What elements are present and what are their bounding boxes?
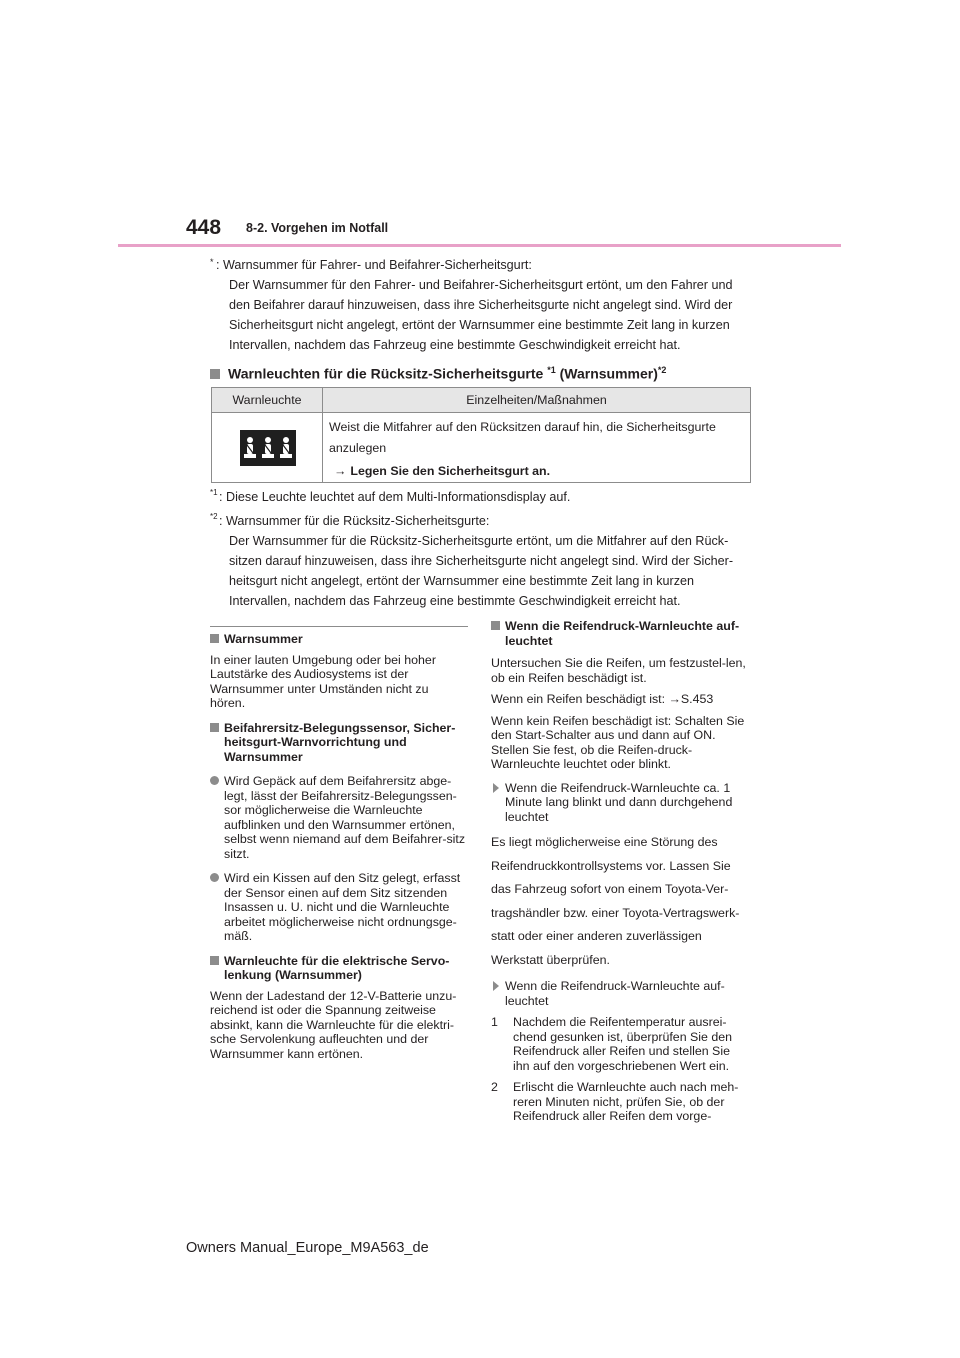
- heading-power-steering: Warnleuchte für die elektrische Servo-lenkung (Warnsummer): [210, 954, 466, 983]
- warning-light-table: [211, 387, 751, 483]
- table-row: [212, 413, 751, 483]
- bullet-item: Wird Gepäck auf dem Beifahrersitz abge-legt, lässt der Beifahrersitz-Belegungssen-sor möglicherweise die Warnleuchte aufblinken und den Warnsummer ertönen, selbst wenn niemand auf dem Beifahrer-sitz sitzt.: [210, 774, 466, 861]
- footnote-line: : Diese Leuchte leuchtet auf dem Multi-Informationsdisplay auf.: [219, 490, 571, 504]
- column-divider: [210, 626, 468, 627]
- step-number: 2: [491, 1080, 498, 1094]
- heading-square-icon: [210, 369, 220, 379]
- footnote-line: Intervallen, nachdem das Fahrzeug eine bestimmte Geschwindigkeit erreicht hat.: [229, 338, 681, 352]
- right-column: [491, 619, 749, 1131]
- icon-cell: [212, 413, 323, 483]
- paragraph-line: tragshändler bzw. einer Toyota-Vertragswerk-: [491, 905, 740, 920]
- page-number: 448: [186, 216, 222, 239]
- section-title: 8-2. Vorgehen im Notfall: [246, 221, 389, 235]
- square-icon: [210, 634, 219, 643]
- left-column: [210, 632, 466, 1067]
- footnote-line: Der Warnsummer für den Fahrer- und Beifahrer-Sicherheitsgurt ertönt, um den Fahrer und: [229, 278, 733, 292]
- rear-seatbelt-heading: Warnleuchten für die Rücksitz-Sicherheitsgurte $^{*1}$ (Warnsummer)$^{*2}$: [210, 361, 666, 383]
- footnote-line: den Beifahrer darauf hinzuweisen, dass ihre Sicherheitsgurte nicht angelegt sind. Wird der: [229, 298, 733, 312]
- paragraph-line: Werkstatt überprüfen.: [491, 952, 610, 967]
- condition-item: Wenn die Reifendruck-Warnleuchte auf-leuchtet: [491, 979, 749, 1008]
- footnote-marker: *2: [210, 512, 218, 521]
- rear-seatbelt-warning-icon: [240, 430, 296, 466]
- header-divider: [118, 244, 841, 247]
- paragraph: Wenn kein Reifen beschädigt ist: Schalten Sie den Start-Schalter aus und dann auf ON. Stellen Sie fest, ob die Reifen-druck-Warnleuchte leuchtet oder blinkt.: [491, 713, 745, 771]
- footer-doc-id: Owners Manual_Europe_M9A563_de: [186, 1240, 429, 1256]
- step-number: 1: [491, 1015, 498, 1029]
- triangle-bullet-icon: [493, 783, 499, 793]
- footnote-line: : Warnsummer für die Rücksitz-Sicherheitsgurte:: [219, 514, 490, 528]
- square-icon: [210, 956, 219, 965]
- footnote-line: Sicherheitsgurt nicht angelegt, ertönt der Warnsummer eine bestimmte Zeit lang in kurzen: [229, 318, 730, 332]
- footnote-2: [210, 511, 750, 611]
- footnote-1: [210, 487, 750, 507]
- bullet-item: Wird ein Kissen auf den Sitz gelegt, erfasst der Sensor einen auf dem Sitz sitzenden Insassen u. U. nicht und die Warnleuchte arbeitet möglicherweise nicht ordnungsge-mäß.: [210, 871, 466, 944]
- step-item: 2 Erlischt die Warnleuchte auch nach meh-reren Minuten nicht, prüfen Sie, ob der Reifendruck aller Reifen dem vorge-: [491, 1080, 739, 1123]
- heading-tire-pressure: Wenn die Reifendruck-Warnleuchte auf-leuchtet: [491, 619, 749, 648]
- heading-passenger-sensor: Beifahrersitz-Belegungssensor, Sicher-heitsgurt-Warnvorrichtung und Warnsummer: [210, 721, 466, 765]
- condition-item: Wenn die Reifendruck-Warnleuchte ca. 1 Minute lang blinkt und dann durchgehend leuchtet: [491, 781, 749, 825]
- footnote-marker: *: [210, 257, 214, 267]
- square-icon: [491, 621, 500, 630]
- paragraph: Untersuchen Sie die Reifen, um festzustel-len, ob ein Reifen beschädigt ist.: [491, 656, 746, 685]
- table-header-warning-light: Warnleuchte: [212, 388, 323, 413]
- square-icon: [210, 723, 219, 732]
- paragraph-line: Es liegt möglicherweise eine Störung des: [491, 835, 718, 849]
- action-text: Legen Sie den Sicherheitsgurt an.: [350, 464, 551, 478]
- details-text: Weist die Mitfahrer auf den Rücksitzen darauf hin, die Sicherheitsgurte: [329, 420, 716, 434]
- paragraph-line: das Fahrzeug sofort von einem Toyota-Ver-: [491, 882, 729, 896]
- step-item: 1 Nachdem die Reifentemperatur ausrei-chend gesunken ist, überprüfen Sie den Reifendruck aller Reifen und stellen Sie ihn auf den vorgeschriebenen Wert ein.: [491, 1015, 733, 1073]
- footnote-marker: *1: [210, 488, 218, 497]
- details-text: anzulegen: [329, 441, 387, 455]
- footnote-line: Der Warnsummer für die Rücksitz-Sicherheitsgurte ertönt, um die Mitfahrer auf den Rück-: [229, 534, 729, 548]
- footnote-line: Intervallen, nachdem das Fahrzeug eine bestimmte Geschwindigkeit erreicht hat.: [229, 594, 681, 608]
- paragraph-line: Reifendruckkontrollsystems vor. Lassen Sie: [491, 858, 731, 873]
- footnote-line: heitsgurt nicht angelegt, ertönt der Warnsummer eine bestimmte Zeit lang in kurzen: [229, 574, 695, 588]
- paragraph: Wenn ein Reifen beschädigt ist: →S.453: [491, 692, 714, 706]
- details-cell: [323, 413, 751, 483]
- heading-warnsummer: Warnsummer: [210, 632, 466, 647]
- footnote-line: : Warnsummer für Fahrer- und Beifahrer-Sicherheitsgurt:: [216, 258, 532, 272]
- paragraph: In einer lauten Umgebung oder bei hoher Lautstärke des Audiosystems ist der Warnsummer unter Umständen nicht zu hören.: [210, 652, 436, 710]
- table-header-details: Einzelheiten/Maßnahmen: [323, 388, 751, 413]
- footnote-line: sitzen darauf hinzuweisen, dass ihre Sicherheitsgurte nicht angelegt sind. Wird der Sicher-: [229, 554, 734, 568]
- paragraph-line: statt oder einer anderen zuverlässigen: [491, 929, 702, 943]
- bullet-dot-icon: [210, 873, 219, 882]
- triangle-bullet-icon: [493, 981, 499, 991]
- paragraph: Wenn der Ladestand der 12-V-Batterie unzu-reichend ist oder die Spannung zeitweise absinkt, kann die Warnleuchte für die elektri-sche Servolenkung aufleuchten und der Warnsummer kann ertönen.: [210, 988, 457, 1061]
- bullet-dot-icon: [210, 776, 219, 785]
- arrow-icon: →: [334, 464, 347, 478]
- footnote-seatbelt: [210, 255, 750, 355]
